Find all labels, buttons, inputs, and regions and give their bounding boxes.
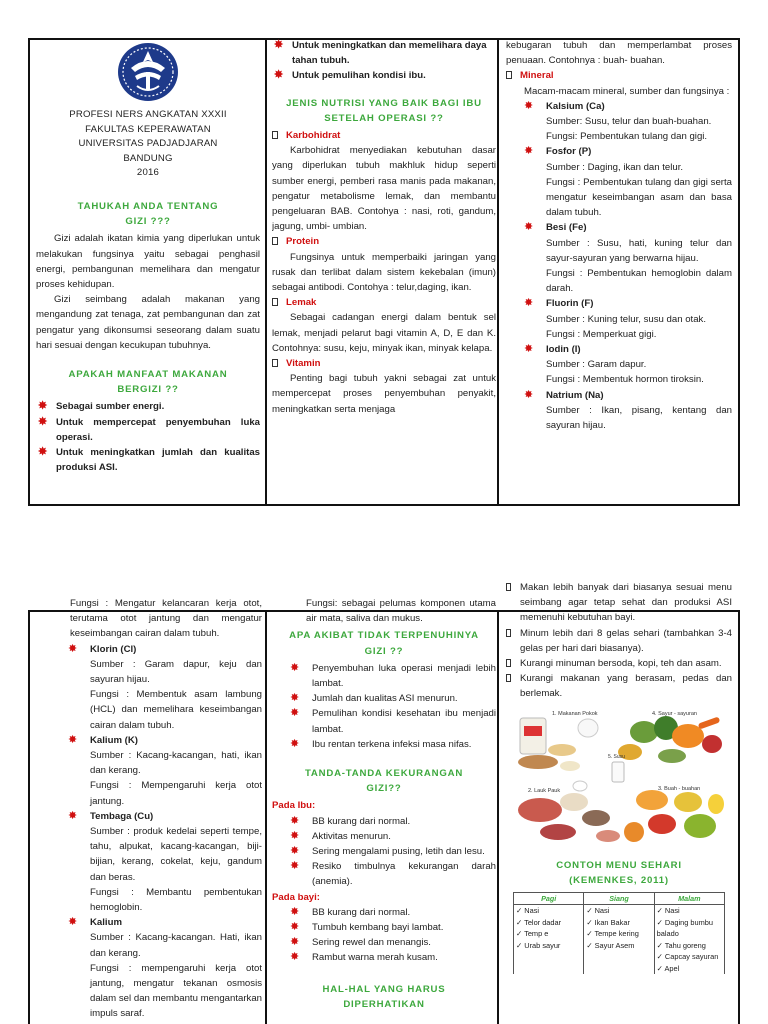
asterisk-bullet-icon: ✸ <box>290 829 300 842</box>
institution-line: BANDUNG <box>123 152 173 164</box>
image-label: 4. Sayur - sayuran <box>652 710 697 717</box>
asterisk-bullet-icon: ✸ <box>68 916 78 929</box>
leaflet-page-2 <box>0 572 768 1024</box>
list-item: ✸ Sering rewel dan menangis. <box>272 935 496 950</box>
asterisk-bullet-icon: ✸ <box>524 145 534 158</box>
asterisk-bullet-icon: ✸ <box>274 39 284 51</box>
image-label: 1. Makanan Pokok <box>552 710 598 717</box>
menu-item: ✓ Tahu goreng <box>656 940 706 950</box>
heading-line: JENIS NUTRISI YANG BAIK BAGI IBU <box>286 97 482 109</box>
asterisk-bullet-icon: ✸ <box>290 661 300 674</box>
section-heading <box>272 96 496 126</box>
asterisk-bullet-icon: ✸ <box>68 642 78 655</box>
institution-line: FAKULTAS KEPERAWATAN <box>85 123 211 135</box>
menu-table <box>513 892 725 975</box>
paragraph: Gizi adalah ikatan kimia yang diperlukan untuk melakukan fungsinya yaitu sebagai penghasil energi, pembangunan memelihara dan mengatur proses kehidupan. <box>36 233 260 290</box>
page1-column-3 <box>506 38 732 500</box>
asterisk-bullet-icon: ✸ <box>290 921 300 934</box>
menu-item: ✓ Sayur Asem <box>586 940 635 950</box>
check-icon: ✓ <box>516 929 525 939</box>
mineral-detail: Sumber: Susu, telur dan buah-buahan. <box>546 116 712 128</box>
heading-line: TANDA-TANDA KEKURANGAN <box>304 768 464 780</box>
section-heading <box>272 982 496 1012</box>
image-label: 5. Susu <box>608 753 625 760</box>
mineral-detail: Sumber : Ikan, pisang, kentang dan sayuran hijau. <box>546 404 732 432</box>
list-item: Minum lebih dari 8 gelas sehari (tambahkan 3-4 gelas per hari dari biasanya). <box>506 626 732 656</box>
mineral-name: ✸ Fosfor (P) <box>506 144 732 159</box>
paragraph: Gizi seimbang adalah makanan yang mengandung zat tenaga, zat pembangunan dan zat pengatur yang dikonsumsi seseorang dalam suatu hari sesuai dengan kecukupan tubuhnya. <box>36 294 260 351</box>
institution-line: PROFESI NERS ANGKATAN XXXII <box>69 109 227 120</box>
square-bullet-icon <box>506 659 511 667</box>
heading-line: BERGIZI ?? <box>117 384 179 396</box>
baby-signs-list <box>272 905 496 966</box>
heading-line: SETELAH OPERASI ?? <box>324 112 444 124</box>
section-heading <box>272 766 496 796</box>
mineral-name: ✸ Kalsium (Ca) <box>506 99 732 114</box>
institution-line: 2016 <box>136 167 160 179</box>
check-icon: ✓ <box>656 952 665 962</box>
asterisk-bullet-icon: ✸ <box>68 733 78 746</box>
mineral-name: ✸ Iodin (I) <box>506 342 732 357</box>
check-icon: ✓ <box>656 940 665 950</box>
menu-item: ✓ Urab sayur <box>516 940 561 950</box>
paragraph: Macam-macam mineral, sumber dan fungsinya : <box>524 85 730 97</box>
asterisk-bullet-icon: ✸ <box>290 860 300 873</box>
mineral-name: ✸ Kalium (K) <box>50 733 262 748</box>
list-item: ✸ Rambut warna merah kusam. <box>272 950 496 965</box>
check-icon: ✓ <box>586 906 595 916</box>
list-item: ✸ Untuk meningkatkan dan memelihara daya tahan tubuh. <box>274 39 487 67</box>
menu-header: Siang <box>584 892 654 905</box>
paragraph: Karbohidrat menyediakan kebutuhan dasar yang diperlukan tubuh makhluk hidup seperti sumber energi, pemberi rasa manis pada makanan, pengatur metabolisme lemak, dan membantu pengeluaran BAB. Contohya : nasi, roti, gandum, jagung, umbi- umbian. <box>272 145 496 233</box>
check-icon: ✓ <box>656 963 665 973</box>
mineral-name: ✸ Klorin (Cl) <box>50 642 262 657</box>
menu-item: ✓ Capcay sayuran <box>656 952 719 962</box>
menu-header: Pagi <box>514 892 584 905</box>
nutrient-title: Karbohidrat <box>272 128 496 143</box>
effects-list <box>272 661 496 752</box>
university-logo-icon <box>117 42 179 102</box>
mineral-name: ✸ Fluorin (F) <box>506 296 732 311</box>
tips-list <box>506 580 732 702</box>
group-label: Pada Ibu: <box>272 800 316 812</box>
menu-item: ✓ Tempe kering <box>586 929 639 939</box>
mineral-name: ✸ Besi (Fe) <box>506 220 732 235</box>
list-item: Makan lebih banyak dari biasanya sesuai menu seimbang agar tetap sehat dan produksi ASI memenuhi kebutuhan bayi. <box>506 580 732 626</box>
asterisk-bullet-icon: ✸ <box>68 809 78 822</box>
square-bullet-icon <box>506 71 512 79</box>
asterisk-bullet-icon: ✸ <box>524 343 534 356</box>
check-icon: ✓ <box>656 917 665 927</box>
square-bullet-icon <box>506 674 511 682</box>
page2-column-3 <box>506 580 732 1024</box>
check-icon: ✓ <box>656 906 665 916</box>
menu-item: ✓ Nasi <box>656 906 680 916</box>
asterisk-bullet-icon: ✸ <box>524 297 534 310</box>
asterisk-bullet-icon: ✸ <box>290 707 300 720</box>
heading-line: HAL-HAL YANG HARUS <box>322 983 446 995</box>
paragraph: Fungsi: sebagai pelumas komponen utama air mata, saliva dan mukus. <box>306 598 496 625</box>
section-heading <box>36 367 260 397</box>
asterisk-bullet-icon: ✸ <box>290 845 300 858</box>
food-groups-illustration <box>512 706 726 850</box>
mineral-detail: Sumber : Kuning telur, susu dan otak. <box>546 313 706 325</box>
page1-column-1 <box>36 42 260 500</box>
menu-cell <box>514 905 584 975</box>
food-groups-image <box>512 706 726 850</box>
check-icon: ✓ <box>516 917 525 927</box>
heading-line: DIPERHATIKAN <box>343 998 425 1010</box>
menu-item: ✓ Nasi <box>586 906 610 916</box>
square-bullet-icon <box>506 629 511 637</box>
page1-column-2 <box>272 38 496 500</box>
square-bullet-icon <box>272 237 278 245</box>
mineral-detail: Sumber : Garam dapur, keju dan sayuran hijau. <box>90 658 262 686</box>
mineral-list <box>506 99 732 433</box>
nutrient-title: Vitamin <box>272 356 496 371</box>
list-item: ✸ Tumbuh kembang bayi lambat. <box>272 920 496 935</box>
list-item: ✸ Sering mengalami pusing, letih dan lesu. <box>272 844 496 859</box>
list-item: ✸ Untuk pemulihan kondisi ibu. <box>272 68 496 83</box>
paragraph: kebugaran tubuh dan memperlambat proses penuaan. Contohnya : buah- buahan. <box>506 40 732 67</box>
image-label: 3. Buah - buahan <box>658 785 701 792</box>
asterisk-bullet-icon: ✸ <box>524 221 534 234</box>
asterisk-bullet-icon: ✸ <box>290 905 300 918</box>
column-divider <box>497 610 499 1024</box>
square-bullet-icon <box>272 298 278 306</box>
mineral-detail: Fungsi : Membentuk hormon tiroksin. <box>546 374 704 386</box>
mineral-detail: Fungsi : Memperkuat gigi. <box>546 328 657 340</box>
mother-signs-list <box>272 814 496 890</box>
mineral-list <box>50 642 262 1022</box>
mineral-detail: Fungsi: Pembentukan tulang dan gigi. <box>546 131 708 143</box>
list-item: ✸ Sebagai sumber energi. <box>36 399 260 414</box>
column-divider <box>265 610 267 1024</box>
heading-line: TAHUKAH ANDA TENTANG <box>77 200 219 212</box>
heading-line: APA AKIBAT TIDAK TERPENUHINYA <box>289 630 479 642</box>
menu-item: ✓ Ikan Bakar <box>586 917 630 927</box>
section-heading <box>36 199 260 229</box>
list-item: ✸ Resiko timbulnya kekurangan darah (anemia). <box>290 860 496 888</box>
institution-block <box>36 108 260 181</box>
menu-item: ✓ Temp e <box>516 929 549 939</box>
check-icon: ✓ <box>516 906 525 916</box>
asterisk-bullet-icon: ✸ <box>38 415 48 428</box>
section-heading <box>272 628 496 658</box>
mineral-detail: Fungsi : Membentuk asam lambung (HCL) dan memelihara keseimbangan cairan dalam tubuh. <box>90 689 262 731</box>
menu-cell <box>584 905 654 975</box>
paragraph: Penting bagi tubuh yakni sebagai zat untuk mempercepat proses penyembuhan penyakit, meningkatkan serta menjaga <box>272 373 496 415</box>
page2-column-2 <box>272 596 496 1024</box>
asterisk-bullet-icon: ✸ <box>290 737 300 750</box>
asterisk-bullet-icon: ✸ <box>524 99 534 112</box>
nutrient-title: Protein <box>272 234 496 249</box>
paragraph: Sebagai cadangan energi dalam bentuk sel lemak, menjadi pelarut bagi vitamin A, D, E dan K. Contohnya: susu, keju, minyak ikan, minyak kelapa. <box>272 312 496 354</box>
check-icon: ✓ <box>586 917 595 927</box>
mineral-detail: Fungsi : Pembentukan hemoglobin dalam darah. <box>546 268 732 295</box>
list-item: ✸ Aktivitas menurun. <box>272 829 496 844</box>
asterisk-bullet-icon: ✸ <box>290 936 300 949</box>
mineral-detail: Fungsi : Mempengaruhi kerja otot jantung. <box>90 780 262 807</box>
list-item: ✸ Penyembuhan luka operasi menjadi lebih lambat. <box>290 661 496 690</box>
menu-item: ✓ Nasi <box>516 906 540 916</box>
menu-item: ✓ Telor dadar <box>516 917 562 927</box>
mineral-name: ✸ Tembaga (Cu) <box>50 809 262 824</box>
asterisk-bullet-icon: ✸ <box>290 814 300 827</box>
heading-line: CONTOH MENU SEHARI <box>556 859 682 871</box>
menu-header: Malam <box>654 892 724 905</box>
list-item: ✸ BB kurang dari normal. <box>272 814 496 829</box>
asterisk-bullet-icon: ✸ <box>290 951 300 964</box>
check-icon: ✓ <box>586 940 595 950</box>
heading-line: GIZI?? <box>366 783 402 795</box>
mineral-detail: Fungsi : mempengaruhi kerja otot jantung, mengatur tekanan osmosis dalam sel dan membantu mengantarkan impuls saraf. <box>90 962 262 1020</box>
square-bullet-icon <box>506 583 511 591</box>
square-bullet-icon <box>272 359 278 367</box>
mineral-detail: Fungsi : Pembentukan tulang dan gigi serta mengatur keseimbangan asam dan basa dalam tubuh. <box>546 176 732 219</box>
mineral-name: ✸ Natrium (Na) <box>506 388 732 403</box>
nutrient-title: Mineral <box>506 68 732 83</box>
paragraph: Fungsi : Mengatur kelancaran kerja otot, terutama otot jantung dan mengatur keseimbangan cairan dalam tubuh. <box>70 598 262 640</box>
mineral-detail: Sumber : Garam dapur. <box>546 359 647 371</box>
list-item: ✸ BB kurang dari normal. <box>272 905 496 920</box>
list-item: ✸ Pemulihan kondisi kesehatan ibu menjadi lambat. <box>290 707 496 735</box>
menu-item: ✓ Daging bumbu balado <box>656 917 713 939</box>
asterisk-bullet-icon: ✸ <box>524 388 534 401</box>
section-heading <box>506 858 732 888</box>
column-divider <box>265 38 267 506</box>
asterisk-bullet-icon: ✸ <box>38 400 48 413</box>
mineral-name: ✸ Kalium <box>50 915 262 930</box>
mineral-detail: Sumber : Kacang-kacangan. Hati, ikan dan kerang. <box>90 932 262 959</box>
mineral-detail: Sumber : Daging, ikan dan telur. <box>546 161 684 173</box>
mineral-detail: Fungsi : Membantu pembentukan hemoglobin. <box>90 886 262 914</box>
menu-item: ✓ Apel <box>656 963 680 973</box>
menu-cell <box>654 905 724 975</box>
institution-line: UNIVERSITAS PADJADJARAN <box>78 138 218 150</box>
list-item: ✸ Untuk mempercepat penyembuhan luka operasi. <box>38 415 260 443</box>
nutrient-title: Lemak <box>272 295 496 310</box>
list-item: ✸ Jumlah dan kualitas ASI menurun. <box>272 691 496 706</box>
page2-column-1 <box>50 596 262 1024</box>
heading-line: APAKAH MANFAAT MAKANAN <box>68 369 228 380</box>
heading-line: GIZI ?? <box>364 645 404 657</box>
asterisk-bullet-icon: ✸ <box>290 692 300 705</box>
asterisk-bullet-icon: ✸ <box>274 69 284 82</box>
check-icon: ✓ <box>586 929 595 939</box>
heading-line: (KEMENKES, 2011) <box>569 874 669 886</box>
mineral-detail: Sumber : Kacang-kacangan, hati, ikan dan kerang. <box>90 750 262 777</box>
check-icon: ✓ <box>516 940 525 950</box>
paragraph: Fungsinya untuk memperbaiki jaringan yang rusak dan terlibat dalam sistem kekebalan (imun) sebagai antibodi. Contohya : telur,daging, ikan. <box>272 251 496 294</box>
list-item: Kurangi makanan yang berasam, pedas dan berlemak. <box>506 671 732 701</box>
column-divider <box>497 38 499 506</box>
square-bullet-icon <box>272 131 278 139</box>
mineral-detail: Sumber : Susu, hati, kuning telur dan sayur-sayuran yang berwarna hijau. <box>546 237 732 264</box>
group-label: Pada bayi: <box>272 891 320 903</box>
asterisk-bullet-icon: ✸ <box>38 446 48 459</box>
list-item: ✸ Ibu rentan terkena infeksi masa nifas. <box>272 737 496 752</box>
heading-line: GIZI ??? <box>125 216 171 228</box>
list-item: Kurangi minuman bersoda, kopi, teh dan asam. <box>506 656 732 671</box>
list-item: ✸ Untuk meningkatkan jumlah dan kualitas produksi ASI. <box>38 446 260 474</box>
mineral-detail: Sumber : produk kedelai seperti tempe, tahu, alpukat, kacang-kacangan, biji-bijian, kerang, cokelat, keju, gandum dan beras. <box>90 826 262 883</box>
image-label: 2. Lauk Pauk <box>528 787 561 794</box>
